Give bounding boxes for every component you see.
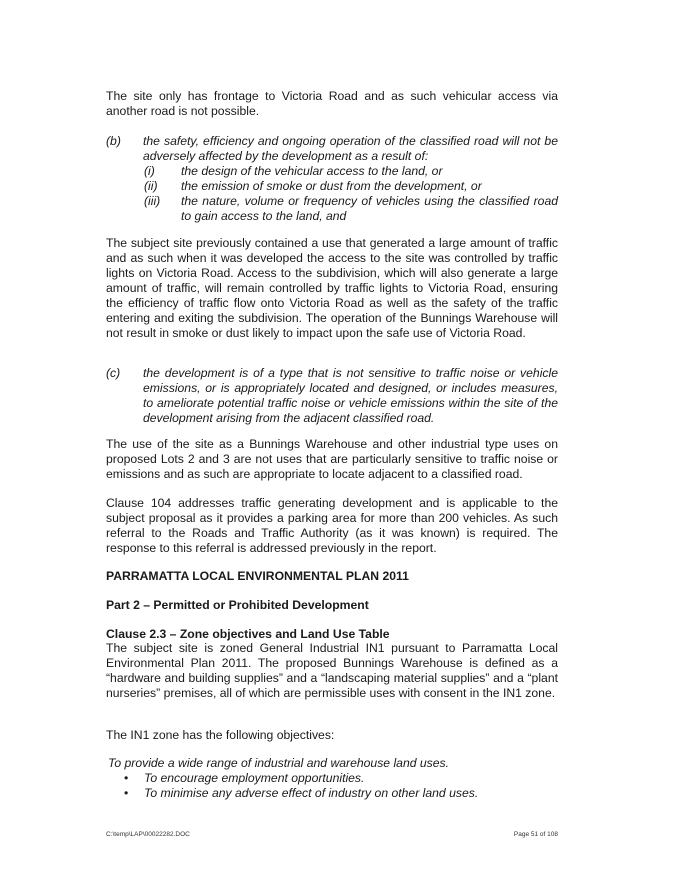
clause-b-item-1-num: (i) [144, 164, 155, 178]
paragraph-zoning: The subject site is zoned General Industrial IN1 pursuant to Parramatta Local Environmental Plan 2011. The proposed Bunnings Warehouse is defined as a “hardware and building supplies” and a “landscaping material supplies” and a “plant nurseries” premises, all of which are permissible uses with consent in the IN1 zone. [106, 641, 558, 700]
clause-b-item-3-text: the nature, volume or frequency of vehicles using the classified road to gain access to the land, and [181, 194, 558, 223]
paragraph-in1-objectives: The IN1 zone has the following objectives: [106, 728, 335, 742]
bullet-marker: • [124, 786, 129, 800]
clause-c-label: (c) [106, 366, 121, 380]
heading-part-2: Part 2 – Permitted or Prohibited Development [106, 598, 369, 612]
heading-clause-2-3: Clause 2.3 – Zone objectives and Land Use Table [106, 627, 390, 641]
clause-b-text: the safety, efficiency and ongoing operation of the classified road will not be adversely affected by the development as a result of: [143, 134, 558, 163]
clause-b-item-1-text: the design of the vehicular access to the land, or [181, 164, 443, 178]
footer-file-path: C:\temp\LAP\00022282.DOC [106, 831, 190, 838]
objective-intro: To provide a wide range of industrial and warehouse land uses. [108, 756, 450, 770]
footer-page-number: Page 51 of 108 [513, 831, 558, 838]
clause-b-item-2-text: the emission of smoke or dust from the development, or [181, 179, 482, 193]
bullet-item: To minimise any adverse effect of industry on other land uses. [144, 786, 479, 800]
clause-b-item-2-num: (ii) [144, 179, 158, 193]
heading-lep-2011: PARRAMATTA LOCAL ENVIRONMENTAL PLAN 2011 [106, 569, 409, 583]
clause-b-item-3-num: (iii) [144, 194, 161, 208]
bullet-marker: • [124, 771, 129, 785]
paragraph-traffic-history: The subject site previously contained a use that generated a large amount of traffic and as such when it was developed the access to the site was controlled by traffic lights on Victoria Road. Access to the subdivision, which will also generate a large amount of traffic, will remain controlled by traffic lights to Victoria Road, ensuring the efficiency of traffic flow onto Victoria Road as well as the safety of the traffic entering and exiting the subdivision. The operation of the Bunnings Warehouse will not result in smoke or dust likely to impact upon the safe use of Victoria Road. [106, 236, 558, 340]
paragraph-site-frontage: The site only has frontage to Victoria Road and as such vehicular access via another road is not possible. [106, 89, 558, 118]
clause-c-text: the development is of a type that is not sensitive to traffic noise or vehicle emissions, or is appropriately located and designed, or includes measures, to ameliorate potential traffic noise or vehicle emissions within the site of the development arising from the adjacent classified road. [143, 366, 558, 425]
clause-b-label: (b) [106, 134, 121, 148]
bullet-item: To encourage employment opportunities. [144, 771, 365, 785]
paragraph-bunnings-use: The use of the site as a Bunnings Warehouse and other industrial type uses on proposed Lots 2 and 3 are not uses that are particularly sensitive to traffic noise or emissions and as such are appropriate to locate adjacent to a classified road. [106, 437, 558, 481]
paragraph-clause-104: Clause 104 addresses traffic generating development and is applicable to the subject proposal as it provides a parking area for more than 200 vehicles. As such referral to the Roads and Traffic Authority (as it was known) is required. The response to this referral is addressed previously in the report. [106, 496, 558, 555]
